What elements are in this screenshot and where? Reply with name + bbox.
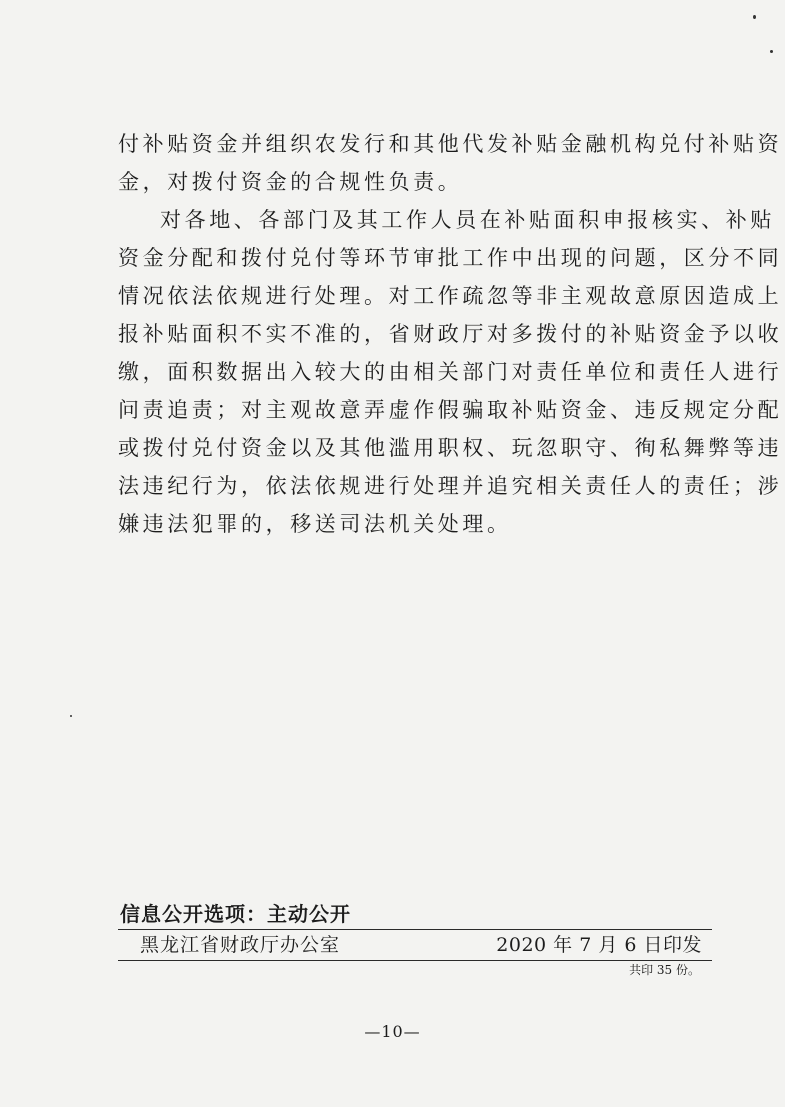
disclosure-option: 信息公开选项：主动公开 — [120, 902, 351, 926]
body-text — [118, 125, 783, 543]
document-footer — [118, 899, 712, 979]
text-line: 情况依法依规进行处理。对工作疏忽等非主观故意原因造成上 — [118, 284, 783, 308]
scan-speck — [770, 50, 773, 53]
paragraph-2 — [118, 201, 783, 543]
scan-speck — [70, 715, 72, 717]
scan-speck — [753, 15, 756, 19]
issue-row — [118, 930, 712, 960]
copies-count: 共印 35 份。 — [629, 963, 700, 977]
text-line: 或拨付兑付资金以及其他滥用职权、玩忽职守、徇私舞弊等违 — [118, 436, 783, 460]
text-line: 缴，面积数据出入较大的由相关部门对责任单位和责任人进行 — [118, 360, 783, 384]
text-line: 报补贴面积不实不准的，省财政厅对多拨付的补贴资金予以收 — [118, 322, 783, 346]
page-number: —10— — [364, 1022, 421, 1041]
text-line: 法违纪行为，依法依规进行处理并追究相关责任人的责任；涉 — [118, 474, 783, 498]
text-line: 金，对拨付资金的合规性负责。 — [118, 170, 463, 194]
text-line: 资金分配和拨付兑付等环节审批工作中出现的问题，区分不同 — [118, 246, 783, 270]
text-line: 付补贴资金并组织农发行和其他代发补贴金融机构兑付补贴资 — [118, 132, 783, 156]
issuer-name: 黑龙江省财政厅办公室 — [140, 934, 341, 956]
text-line: 对各地、各部门及其工作人员在补贴面积申报核实、补贴 — [160, 208, 775, 232]
issue-date: 2020 年 7 月 6 日印发 — [496, 934, 702, 956]
text-line: 问责追责；对主观故意弄虚作假骗取补贴资金、违反规定分配 — [118, 398, 783, 422]
paragraph-1 — [118, 125, 783, 201]
text-line: 嫌违法犯罪的，移送司法机关处理。 — [118, 512, 512, 536]
